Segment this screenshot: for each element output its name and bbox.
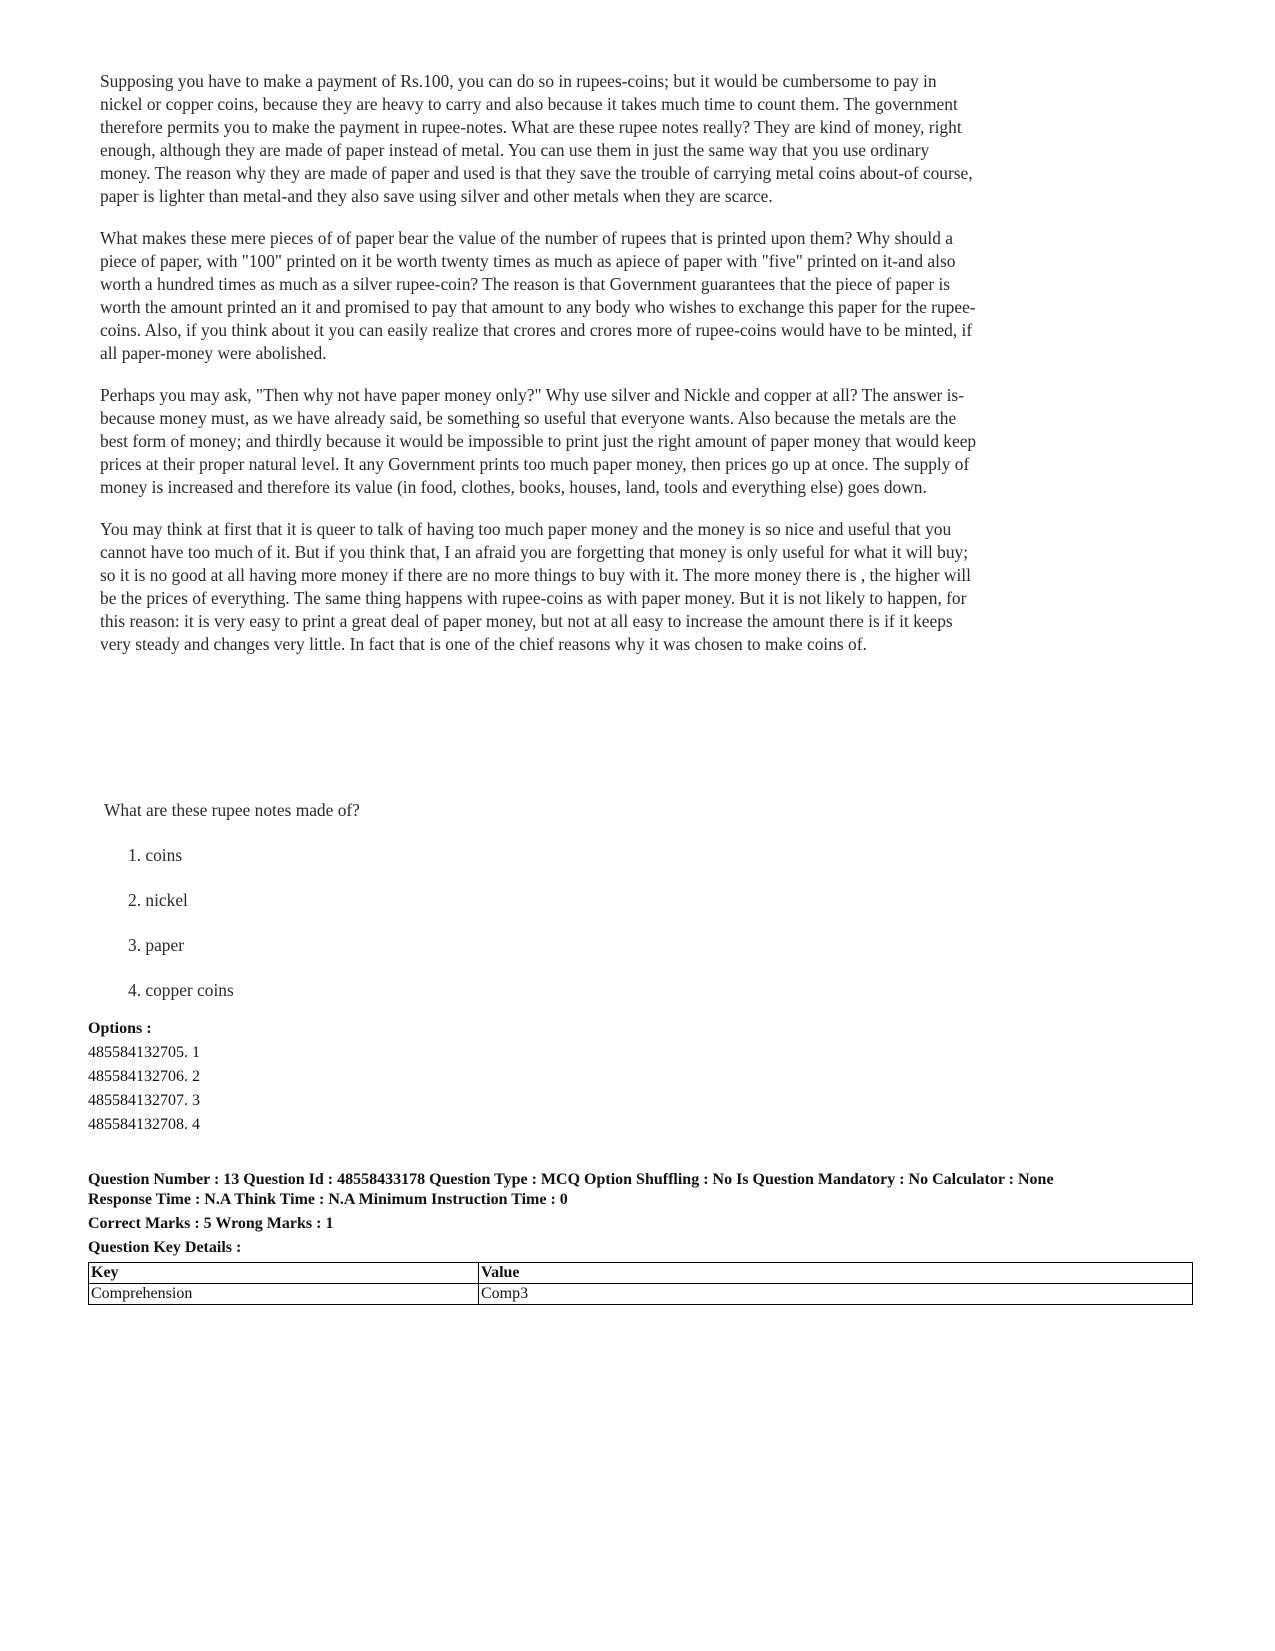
marks-line: Correct Marks : 5 Wrong Marks : 1	[88, 1215, 334, 1232]
choice-list	[128, 845, 234, 1025]
option-id: 485584132706. 2	[88, 1068, 200, 1085]
key-details-table	[88, 1262, 1193, 1305]
passage-paragraph-2: What makes these mere pieces of of paper bear the value of the number of rupees that is printed upon them? Why should a piece of paper, with "100" printed on it be worth twenty times as much as apiece of paper with "five" printed on it-and also worth a hundred times as much as a silver rupee-coin? The reason is that Government guarantees that the piece of paper is worth the amount printed an it and promised to pay that amount to any body who wishes to exchange this paper for the rupee-coins. Also, if you think about it you can easily realize that crores and crores more of rupee-coins would have to be minted, if all paper-money were abolished.	[100, 228, 976, 363]
passage-paragraph-3: Perhaps you may ask, "Then why not have paper money only?" Why use silver and Nickle and copper at all? The answer is-because money must, as we have already said, be something so useful that everyone wants. Also because the metals are the best form of money; and thirdly because it would be impossible to print just the right amount of paper money that would keep prices at their proper natural level. It any Government prints too much paper money, then prices go up at once. The supply of money is increased and therefore its value (in food, clothes, books, houses, land, tools and everything else) goes down.	[100, 385, 977, 497]
choice-item: 1. coins	[128, 845, 183, 865]
question-info	[88, 1170, 1208, 1258]
option-id: 485584132705. 1	[88, 1044, 200, 1061]
key-details-label: Question Key Details :	[88, 1239, 242, 1256]
option-id: 485584132707. 3	[88, 1092, 200, 1109]
table-row	[89, 1284, 1193, 1305]
choice-item: 2. nickel	[128, 890, 188, 910]
choice-item: 4. copper coins	[128, 980, 234, 1000]
table-header-key: Key	[89, 1263, 479, 1284]
options-label: Options :	[88, 1020, 152, 1037]
table-cell-value: Comp3	[479, 1284, 1193, 1305]
question-info-line-1: Question Number : 13 Question Id : 48558433178 Question Type : MCQ Option Shuffling : No Is Question Mandatory : No Calculator : None	[88, 1171, 1054, 1188]
choice-item: 3. paper	[128, 935, 185, 955]
options-block	[88, 1017, 1198, 1137]
table-header-value: Value	[479, 1263, 1193, 1284]
passage-paragraph-1: Supposing you have to make a payment of Rs.100, you can do so in rupees-coins; but it would be cumbersome to pay in nickel or copper coins, because they are heavy to carry and also because it takes much time to count them. The government therefore permits you to make the payment in rupee-notes. What are these rupee notes really? They are kind of money, right enough, although they are made of paper instead of metal. You can use them in just the same way that you use ordinary money. The reason why they are made of paper and used is that they save the trouble of carrying metal coins about-of course, paper is lighter than metal-and they also save using silver and other metals when they are scarce.	[100, 71, 973, 206]
passage-image	[100, 70, 980, 675]
question-info-line-2: Response Time : N.A Think Time : N.A Minimum Instruction Time : 0	[88, 1191, 568, 1208]
table-cell-key: Comprehension	[89, 1284, 479, 1305]
table-header-row	[89, 1263, 1193, 1284]
passage-paragraph-4: You may think at first that it is queer to talk of having too much paper money and the money is so nice and useful that you cannot have too much of it. But if you think that, I an afraid you are forgetting that money is only useful for what it will buy; so it is no good at all having more money if there are no more things to buy with it. The more money there is , the higher will be the prices of everything. The same thing happens with rupee-coins as with paper money. But it is not likely to happen, for this reason: it is very easy to print a great deal of paper money, but not at all easy to increase the amount there is if it keeps very steady and changes very little. In fact that is one of the chief reasons why it was chosen to make coins of.	[100, 519, 971, 654]
question-text: What are these rupee notes made of?	[104, 800, 360, 820]
option-id: 485584132708. 4	[88, 1116, 200, 1133]
